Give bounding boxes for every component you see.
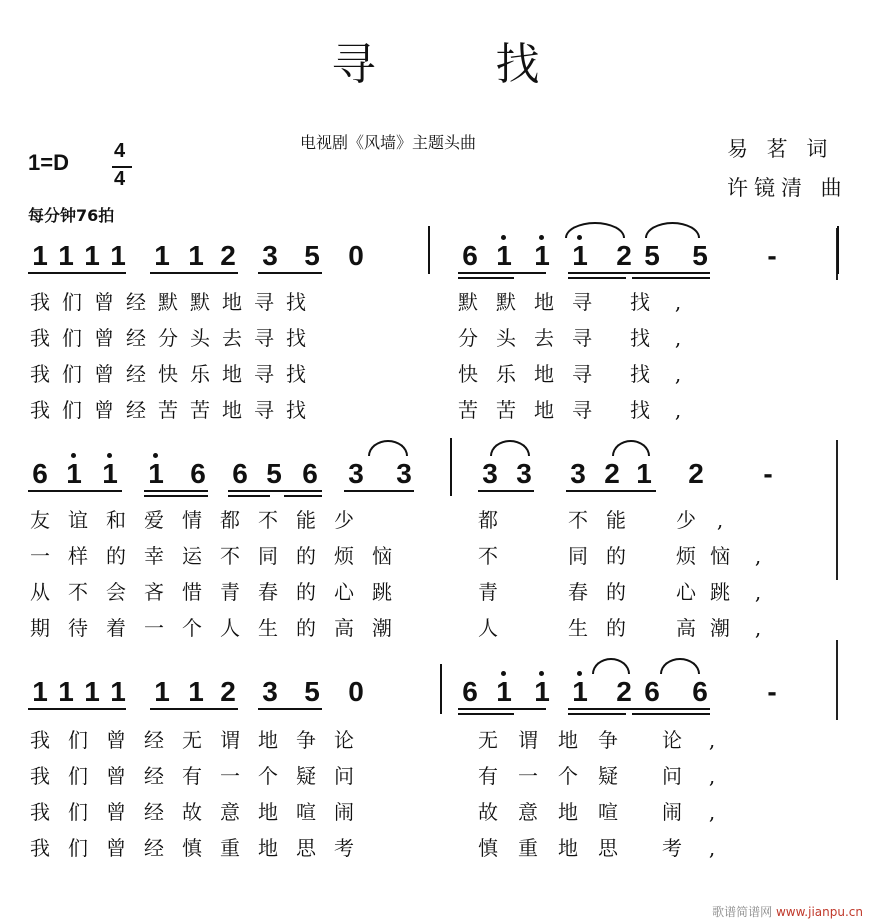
key-signature: 1=D xyxy=(28,150,69,175)
lyric-char: 喧 xyxy=(296,800,316,824)
lyric-char: 苦 xyxy=(158,398,178,422)
lyric-char: , xyxy=(708,836,716,860)
note: 6 xyxy=(462,676,478,707)
beam-underline xyxy=(568,708,710,710)
lyric-char: 个 xyxy=(258,764,278,788)
composer-credit: 许镜清 曲 xyxy=(727,176,848,200)
lyric-char: 思 xyxy=(296,836,316,860)
beam-underline-double xyxy=(632,713,710,715)
dash-sustain: - xyxy=(767,240,777,271)
lyric-char: 的 xyxy=(296,616,316,640)
lyric-char: 春 xyxy=(568,580,588,604)
time-signature-top: 4 xyxy=(114,140,126,162)
beam-underline xyxy=(458,708,546,710)
lyric-char: 高 xyxy=(676,616,696,640)
rest: 0 xyxy=(348,240,364,271)
lyric-char: 考 xyxy=(662,836,682,860)
note: 6 xyxy=(462,240,478,271)
beam-underline xyxy=(28,272,126,274)
lyric-char: 情 xyxy=(182,508,202,532)
lyric-char: 我 xyxy=(30,362,50,386)
lyric-char: 不 xyxy=(478,544,498,568)
lyric-char: 都 xyxy=(220,508,240,532)
lyric-char: 去 xyxy=(222,326,242,350)
slur-arc xyxy=(490,440,530,456)
lyric-char: 苦 xyxy=(496,398,516,422)
lyric-char: 生 xyxy=(258,616,278,640)
lyric-char: 能 xyxy=(296,508,316,532)
note: 1 xyxy=(530,676,554,708)
lyric-char: 友 xyxy=(30,508,50,532)
lyric-char: 和 xyxy=(106,508,126,532)
lyric-char: 经 xyxy=(126,326,146,350)
watermark-url: www.jianpu.cn xyxy=(775,905,863,919)
note: 5 xyxy=(644,240,660,271)
lyric-char: 生 xyxy=(568,616,588,640)
lyric-char: 潮 xyxy=(372,616,392,640)
lyric-char: 无 xyxy=(478,728,498,752)
lyric-char: 曾 xyxy=(94,290,114,314)
lyric-char: 论 xyxy=(662,728,682,752)
note: 1 xyxy=(62,458,86,490)
lyric-char: 一 xyxy=(518,764,538,788)
lyric-char: 个 xyxy=(558,764,578,788)
lyric-char: 找 xyxy=(286,326,306,350)
note: 3 xyxy=(516,458,532,489)
lyric-char: 闹 xyxy=(662,800,682,824)
lyric-char: 寻 xyxy=(572,326,592,350)
beam-underline-double xyxy=(144,495,208,497)
lyric-char: 慎 xyxy=(182,836,202,860)
lyric-char: 们 xyxy=(62,362,82,386)
lyric-char: 能 xyxy=(606,508,626,532)
note: 1 xyxy=(568,676,592,708)
note: 2 xyxy=(616,240,632,271)
lyric-char: 不 xyxy=(568,508,588,532)
lyric-char: 分 xyxy=(158,326,178,350)
lyric-char: , xyxy=(754,616,762,640)
lyric-char: 恼 xyxy=(710,544,730,568)
lyric-char: 我 xyxy=(30,326,50,350)
lyric-char: 慎 xyxy=(478,836,498,860)
slur-arc xyxy=(592,658,630,674)
beam-underline-double xyxy=(458,713,514,715)
lyric-char: 找 xyxy=(286,290,306,314)
lyric-char: 乐 xyxy=(496,362,516,386)
note: 1 xyxy=(154,240,170,271)
lyric-char: 地 xyxy=(534,398,554,422)
lyric-char: 同 xyxy=(258,544,278,568)
beam-underline xyxy=(150,272,238,274)
lyric-char: 寻 xyxy=(572,398,592,422)
lyric-char: 曾 xyxy=(106,836,126,860)
note: 2 xyxy=(604,458,620,489)
lyric-char: 我 xyxy=(30,800,50,824)
lyric-char: 烦 xyxy=(334,544,354,568)
lyric-char: 争 xyxy=(598,728,618,752)
lyric-char: 跳 xyxy=(372,580,392,604)
lyric-char: 谓 xyxy=(518,728,538,752)
beam-underline xyxy=(258,272,322,274)
lyric-char: 地 xyxy=(222,398,242,422)
lyric-char: 们 xyxy=(62,398,82,422)
lyric-char: 我 xyxy=(30,728,50,752)
lyric-char: 找 xyxy=(286,362,306,386)
beam-underline xyxy=(28,490,122,492)
lyric-char: 寻 xyxy=(572,290,592,314)
lyric-char: 默 xyxy=(496,290,516,314)
beam-underline xyxy=(344,490,414,492)
slur-arc xyxy=(660,658,700,674)
note: 1 xyxy=(98,458,122,490)
note: 6 xyxy=(692,676,708,707)
lyric-char: 心 xyxy=(676,580,696,604)
lyric-char: 一 xyxy=(220,764,240,788)
lyric-char: 争 xyxy=(296,728,316,752)
lyric-char: 乐 xyxy=(190,362,210,386)
lyric-char: 快 xyxy=(158,362,178,386)
lyric-char: 头 xyxy=(496,326,516,350)
note: 3 xyxy=(482,458,498,489)
lyric-char: , xyxy=(754,580,762,604)
lyric-char: , xyxy=(716,508,724,532)
beam-underline-double xyxy=(284,495,322,497)
note: 3 xyxy=(262,676,278,707)
bar-line xyxy=(428,226,430,274)
lyric-char: 着 xyxy=(106,616,126,640)
lyric-char: 找 xyxy=(286,398,306,422)
lyric-char: 闹 xyxy=(334,800,354,824)
note: 1 xyxy=(492,676,516,708)
tempo-marking: 每分钟76拍 xyxy=(28,206,115,225)
lyric-char: 们 xyxy=(62,326,82,350)
lyric-char: 期 xyxy=(30,616,50,640)
lyric-char: 们 xyxy=(68,764,88,788)
lyric-char: 苦 xyxy=(190,398,210,422)
lyric-char: 苦 xyxy=(458,398,478,422)
note: 2 xyxy=(688,458,704,489)
lyric-char: , xyxy=(674,290,682,314)
lyric-char: 会 xyxy=(106,580,126,604)
watermark-text: 歌谱简谱网 xyxy=(712,905,773,919)
note: 1 xyxy=(110,240,126,271)
lyric-char: 意 xyxy=(220,800,240,824)
lyricist-credit: 易 茗 词 xyxy=(727,137,834,161)
lyric-char: 的 xyxy=(606,580,626,604)
lyric-char: 烦 xyxy=(676,544,696,568)
lyric-char: 重 xyxy=(518,836,538,860)
music-line xyxy=(0,676,871,736)
lyric-char: 们 xyxy=(68,728,88,752)
lyric-char: 寻 xyxy=(254,326,274,350)
lyric-char: 曾 xyxy=(94,326,114,350)
lyric-char: 寻 xyxy=(254,290,274,314)
lyric-char: 我 xyxy=(30,398,50,422)
lyric-char: 无 xyxy=(182,728,202,752)
note: 1 xyxy=(32,676,48,707)
note: 2 xyxy=(616,676,632,707)
dash-sustain: - xyxy=(767,676,777,707)
lyric-char: 喧 xyxy=(598,800,618,824)
note: 1 xyxy=(492,240,516,272)
lyric-char: 恼 xyxy=(372,544,392,568)
note: 1 xyxy=(188,240,204,271)
lyric-char: , xyxy=(674,326,682,350)
note: 3 xyxy=(262,240,278,271)
lyric-char: 曾 xyxy=(94,362,114,386)
lyric-char: 地 xyxy=(258,800,278,824)
octave-dot xyxy=(539,671,544,676)
beam-underline xyxy=(478,490,534,492)
note: 1 xyxy=(32,240,48,271)
lyric-char: 疑 xyxy=(598,764,618,788)
lyric-char: 的 xyxy=(296,544,316,568)
lyric-char: 地 xyxy=(558,800,578,824)
note: 2 xyxy=(220,676,236,707)
lyric-char: 人 xyxy=(478,616,498,640)
beam-underline-double xyxy=(568,277,626,279)
note: 6 xyxy=(32,458,48,489)
octave-dot xyxy=(577,671,582,676)
lyric-char: 少 xyxy=(676,508,696,532)
lyric-char: 经 xyxy=(144,764,164,788)
lyric-char: 一 xyxy=(30,544,50,568)
note: 5 xyxy=(692,240,708,271)
note: 1 xyxy=(84,240,100,271)
lyric-char: 意 xyxy=(518,800,538,824)
song-subtitle: 电视剧《风墙》主题头曲 xyxy=(300,133,477,152)
beam-underline xyxy=(150,708,238,710)
note: 5 xyxy=(304,240,320,271)
lyric-char: 分 xyxy=(458,326,478,350)
note: 1 xyxy=(58,676,74,707)
lyric-char: 不 xyxy=(220,544,240,568)
lyric-char: 曾 xyxy=(106,764,126,788)
bar-line xyxy=(440,664,442,714)
lyric-char: 寻 xyxy=(254,398,274,422)
note: 1 xyxy=(530,240,554,272)
lyric-char: 找 xyxy=(630,362,650,386)
lyric-char: 我 xyxy=(30,290,50,314)
beam-underline-double xyxy=(228,495,270,497)
dash-sustain: - xyxy=(763,458,773,489)
lyric-char: 的 xyxy=(106,544,126,568)
beam-underline-double xyxy=(568,713,626,715)
lyric-char: , xyxy=(708,764,716,788)
note: 1 xyxy=(84,676,100,707)
lyric-char: 潮 xyxy=(710,616,730,640)
lyric-char: 头 xyxy=(190,326,210,350)
lyric-char: 青 xyxy=(478,580,498,604)
lyric-char: 们 xyxy=(68,836,88,860)
lyric-char: 寻 xyxy=(254,362,274,386)
song-title: 寻找 xyxy=(331,39,660,90)
bar-line xyxy=(837,226,839,274)
lyric-char: 高 xyxy=(334,616,354,640)
slur-arc xyxy=(565,222,625,238)
beam-underline-double xyxy=(458,277,514,279)
rest: 0 xyxy=(348,676,364,707)
lyric-char: 经 xyxy=(144,800,164,824)
beam-underline xyxy=(568,272,710,274)
lyric-char: 个 xyxy=(182,616,202,640)
beam-underline xyxy=(458,272,546,274)
beam-underline xyxy=(258,708,322,710)
note: 3 xyxy=(396,458,412,489)
lyric-char: , xyxy=(674,362,682,386)
lyric-char: 都 xyxy=(478,508,498,532)
lyric-char: 地 xyxy=(222,290,242,314)
music-line xyxy=(0,458,871,518)
lyric-char: 经 xyxy=(126,398,146,422)
lyric-char: 从 xyxy=(30,580,50,604)
site-watermark xyxy=(712,903,863,920)
lyric-char: 地 xyxy=(258,728,278,752)
lyric-char: 惜 xyxy=(182,580,202,604)
lyric-char: 跳 xyxy=(710,580,730,604)
lyric-char: 运 xyxy=(182,544,202,568)
octave-dot xyxy=(539,235,544,240)
lyric-char: 曾 xyxy=(106,728,126,752)
lyric-char: 经 xyxy=(144,836,164,860)
beam-underline xyxy=(566,490,656,492)
lyric-char: 爱 xyxy=(144,508,164,532)
note: 3 xyxy=(570,458,586,489)
lyric-char: 心 xyxy=(334,580,354,604)
beam-underline-double xyxy=(632,277,710,279)
note: 1 xyxy=(58,240,74,271)
octave-dot xyxy=(107,453,112,458)
lyric-char: 快 xyxy=(458,362,478,386)
lyric-char: 经 xyxy=(126,362,146,386)
lyric-char: 的 xyxy=(606,616,626,640)
lyric-char: , xyxy=(754,544,762,568)
lyric-char: , xyxy=(708,728,716,752)
note: 1 xyxy=(110,676,126,707)
slur-arc xyxy=(368,440,408,456)
beam-underline xyxy=(28,708,126,710)
lyric-char: 的 xyxy=(606,544,626,568)
lyric-char: 去 xyxy=(534,326,554,350)
lyric-char: , xyxy=(674,398,682,422)
lyric-char: 吝 xyxy=(144,580,164,604)
lyric-char: 样 xyxy=(68,544,88,568)
slur-arc xyxy=(612,440,650,456)
beam-underline xyxy=(144,490,208,492)
lyric-char: 故 xyxy=(182,800,202,824)
lyric-char: 不 xyxy=(68,580,88,604)
octave-dot xyxy=(71,453,76,458)
note: 1 xyxy=(568,240,592,272)
lyric-char: 春 xyxy=(258,580,278,604)
lyric-char: 思 xyxy=(598,836,618,860)
octave-dot xyxy=(501,671,506,676)
note: 1 xyxy=(144,458,168,490)
lyric-char: 地 xyxy=(558,728,578,752)
lyric-char: 考 xyxy=(334,836,354,860)
lyric-char: 有 xyxy=(478,764,498,788)
lyric-char: 少 xyxy=(334,508,354,532)
lyric-char: 经 xyxy=(144,728,164,752)
lyric-char: 我 xyxy=(30,836,50,860)
lyric-char: 找 xyxy=(630,398,650,422)
lyric-char: 重 xyxy=(220,836,240,860)
note: 5 xyxy=(266,458,282,489)
note: 5 xyxy=(304,676,320,707)
lyric-char: 待 xyxy=(68,616,88,640)
note: 6 xyxy=(190,458,206,489)
lyric-char: 默 xyxy=(190,290,210,314)
note: 1 xyxy=(188,676,204,707)
lyric-char: 问 xyxy=(662,764,682,788)
lyric-char: 们 xyxy=(68,800,88,824)
lyric-char: 谊 xyxy=(68,508,88,532)
bar-line xyxy=(450,438,452,496)
lyric-char: 们 xyxy=(62,290,82,314)
lyric-char: 找 xyxy=(630,326,650,350)
lyric-char: 问 xyxy=(334,764,354,788)
note: 6 xyxy=(302,458,318,489)
lyric-char: 论 xyxy=(334,728,354,752)
note: 1 xyxy=(154,676,170,707)
lyric-char: 不 xyxy=(258,508,278,532)
note: 1 xyxy=(636,458,652,489)
lyric-char: 找 xyxy=(630,290,650,314)
lyric-char: 地 xyxy=(558,836,578,860)
lyric-char: 一 xyxy=(144,616,164,640)
lyric-char: 地 xyxy=(222,362,242,386)
lyric-char: 曾 xyxy=(94,398,114,422)
lyric-char: 同 xyxy=(568,544,588,568)
note: 2 xyxy=(220,240,236,271)
lyric-char: , xyxy=(708,800,716,824)
lyric-char: 地 xyxy=(534,362,554,386)
lyric-char: 地 xyxy=(258,836,278,860)
lyric-char: 青 xyxy=(220,580,240,604)
beam-underline xyxy=(228,490,322,492)
slur-arc xyxy=(645,222,700,238)
lyric-char: 人 xyxy=(220,616,240,640)
note: 6 xyxy=(644,676,660,707)
octave-dot xyxy=(153,453,158,458)
lyric-char: 故 xyxy=(478,800,498,824)
lyric-char: 我 xyxy=(30,764,50,788)
note: 3 xyxy=(348,458,364,489)
lyric-char: 幸 xyxy=(144,544,164,568)
lyric-char: 的 xyxy=(296,580,316,604)
lyric-char: 谓 xyxy=(220,728,240,752)
time-signature-bottom: 4 xyxy=(114,168,126,190)
lyric-char: 疑 xyxy=(296,764,316,788)
note: 6 xyxy=(232,458,248,489)
lyric-char: 曾 xyxy=(106,800,126,824)
lyric-char: 经 xyxy=(126,290,146,314)
lyric-char: 寻 xyxy=(572,362,592,386)
lyric-char: 有 xyxy=(182,764,202,788)
lyric-char: 默 xyxy=(458,290,478,314)
lyric-char: 默 xyxy=(158,290,178,314)
lyric-char: 地 xyxy=(534,290,554,314)
octave-dot xyxy=(501,235,506,240)
